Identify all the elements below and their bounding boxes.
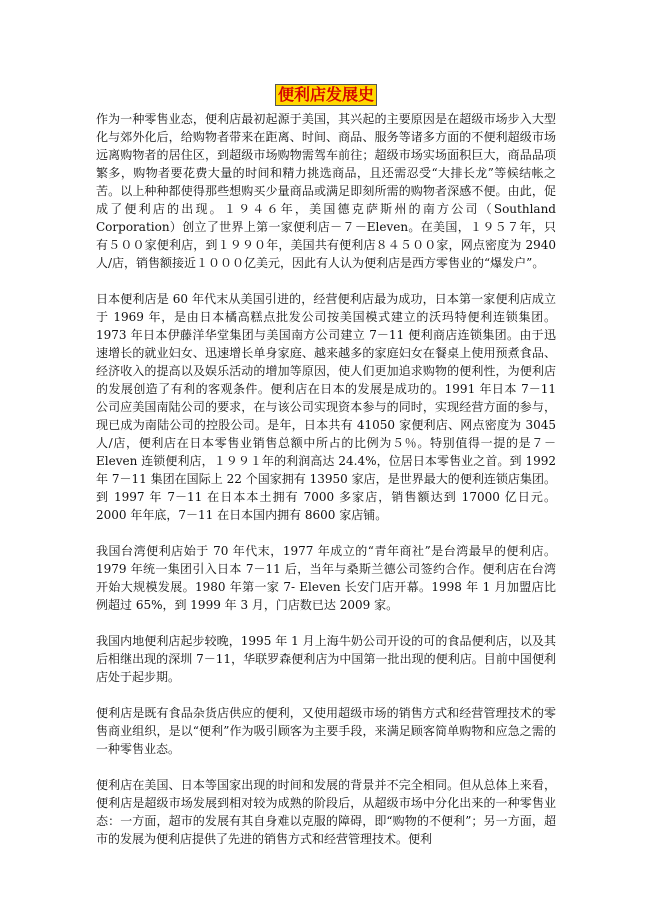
paragraph-definition: 便利店是既有食品杂货店供应的便利，又使用超级市场的销售方式和经营管理技术的零售商业组织，是以“便利”作为吸引顾客为主要手段，来满足顾客简单购物和应急之需的一种零售业态。 <box>96 706 556 756</box>
paragraph-origin-us: 作为一种零售业态，便利店最初起源于美国，其兴起的主要原因是在超级市场步入大型化与郊外化后，给购物者带来在距离、时间、商品、服务等诸多方面的不便利超级市场远离购物者的居住区，到超级市场购物需驾车前往；超级市场实场面积巨大，商品品项繁多，购物者要花费大量的时间和精力挑选商品，且还需忍受“大排长龙”等候结帐之苦。以上种种都使得那些想购买少量商品或满足即刻所需的购物者深感不便。由此，促成了便利店的出现。１９４６年，美国德克萨斯州的南方公司（Southland Corporation）创立了世界上第一家便利店－７－Eleven。在美国，１９５７年，只有５００家便利店，到１９９０年，美国共有便利店８４５００家，网点密度为 2940 人/店，销售额接近１０００亿美元，因此有人认为便利店是西方零售业的“爆发户”。 <box>96 112 556 270</box>
document-page <box>96 84 556 848</box>
paragraph-spacer <box>96 758 556 776</box>
paragraph-spacer <box>96 524 556 542</box>
document-title: 便利店发展史 <box>275 84 377 106</box>
paragraph-japan: 日本便利店是 60 年代末从美国引进的，经营便利店最为成功，日本第一家便利店成立于 1969 年，是由日本橘高糕点批发公司按美国模式建立的沃玛特便利连锁集团。1973 年日本伊藤洋华堂集团与美国南方公司建立 7－11 便利商店连锁集团。由于迅速增长的就业妇女、迅速增长单身家庭、越来越多的家庭妇女在餐桌上使用预煮食品、经济收入的提高以及娱乐活动的增加等原因，使人们更加追求购物的便利性，为便利店的发展创造了有利的客观条件。便利店在日本的发展是成功的。1991 年日本 7－11 公司应美国南陆公司的要求，在与该公司实现资本参与的同时，实现经营方面的参与，现已成为南陆公司的控股公司。是年，日本共有 41050 家便利店、网点密度为 3045 人/店，便利店在日本零售业销售总额中所占的比例为５％。特别值得一提的是７－Eleven 连锁便利店，１９９１年的利润高达 24.4%，位居日本零售业之首。到 1992 年 7－11 集团在国际上 22 个国家拥有 13950 家店，是世界最大的便利连锁店集团。到 1997 年 7－11 在日本本土拥有 7000 多家店，销售额达到 17000 亿日元。 2000 年年底，7－11 在日本国内拥有 8600 家店铺。 <box>96 292 556 522</box>
paragraph-taiwan: 我国台湾便利店始于 70 年代末，1977 年成立的“青年商社”是台湾最早的便利店。1979 年统一集团引入日本 7－11 后，当年与桑斯兰德公司签约合作。便利店在台湾开始大规模发展。1980 年第一家 7- Eleven 长安门店开幕。1998 年 1 月加盟店比例超过 65%，到 1999 年 3 月，门店数已达 2009 家。 <box>96 544 556 612</box>
paragraph-background: 便利店在美国、日本等国家出现的时间和发展的背景并不完全相同。但从总体上来看，便利店是超级市场发展到相对较为成熟的阶段后，从超级市场中分化出来的一种零售业态：一方面，超市的发展有其自身难以克服的障碍，即“购物的不便利”；另一方面，超市的发展为便利店提供了先进的销售方式和经营管理技术。便利 <box>96 778 556 846</box>
paragraph-spacer <box>96 686 556 704</box>
title-container <box>96 84 556 106</box>
paragraph-spacer <box>96 614 556 632</box>
paragraph-mainland: 我国内地便利店起步较晚，1995 年 1 月上海牛奶公司开设的可的食品便利店，以及其后相继出现的深圳 7－11，华联罗森便利店为中国第一批出现的便利店。目前中国便利店处于起步期。 <box>96 634 556 684</box>
paragraph-spacer <box>96 272 556 290</box>
